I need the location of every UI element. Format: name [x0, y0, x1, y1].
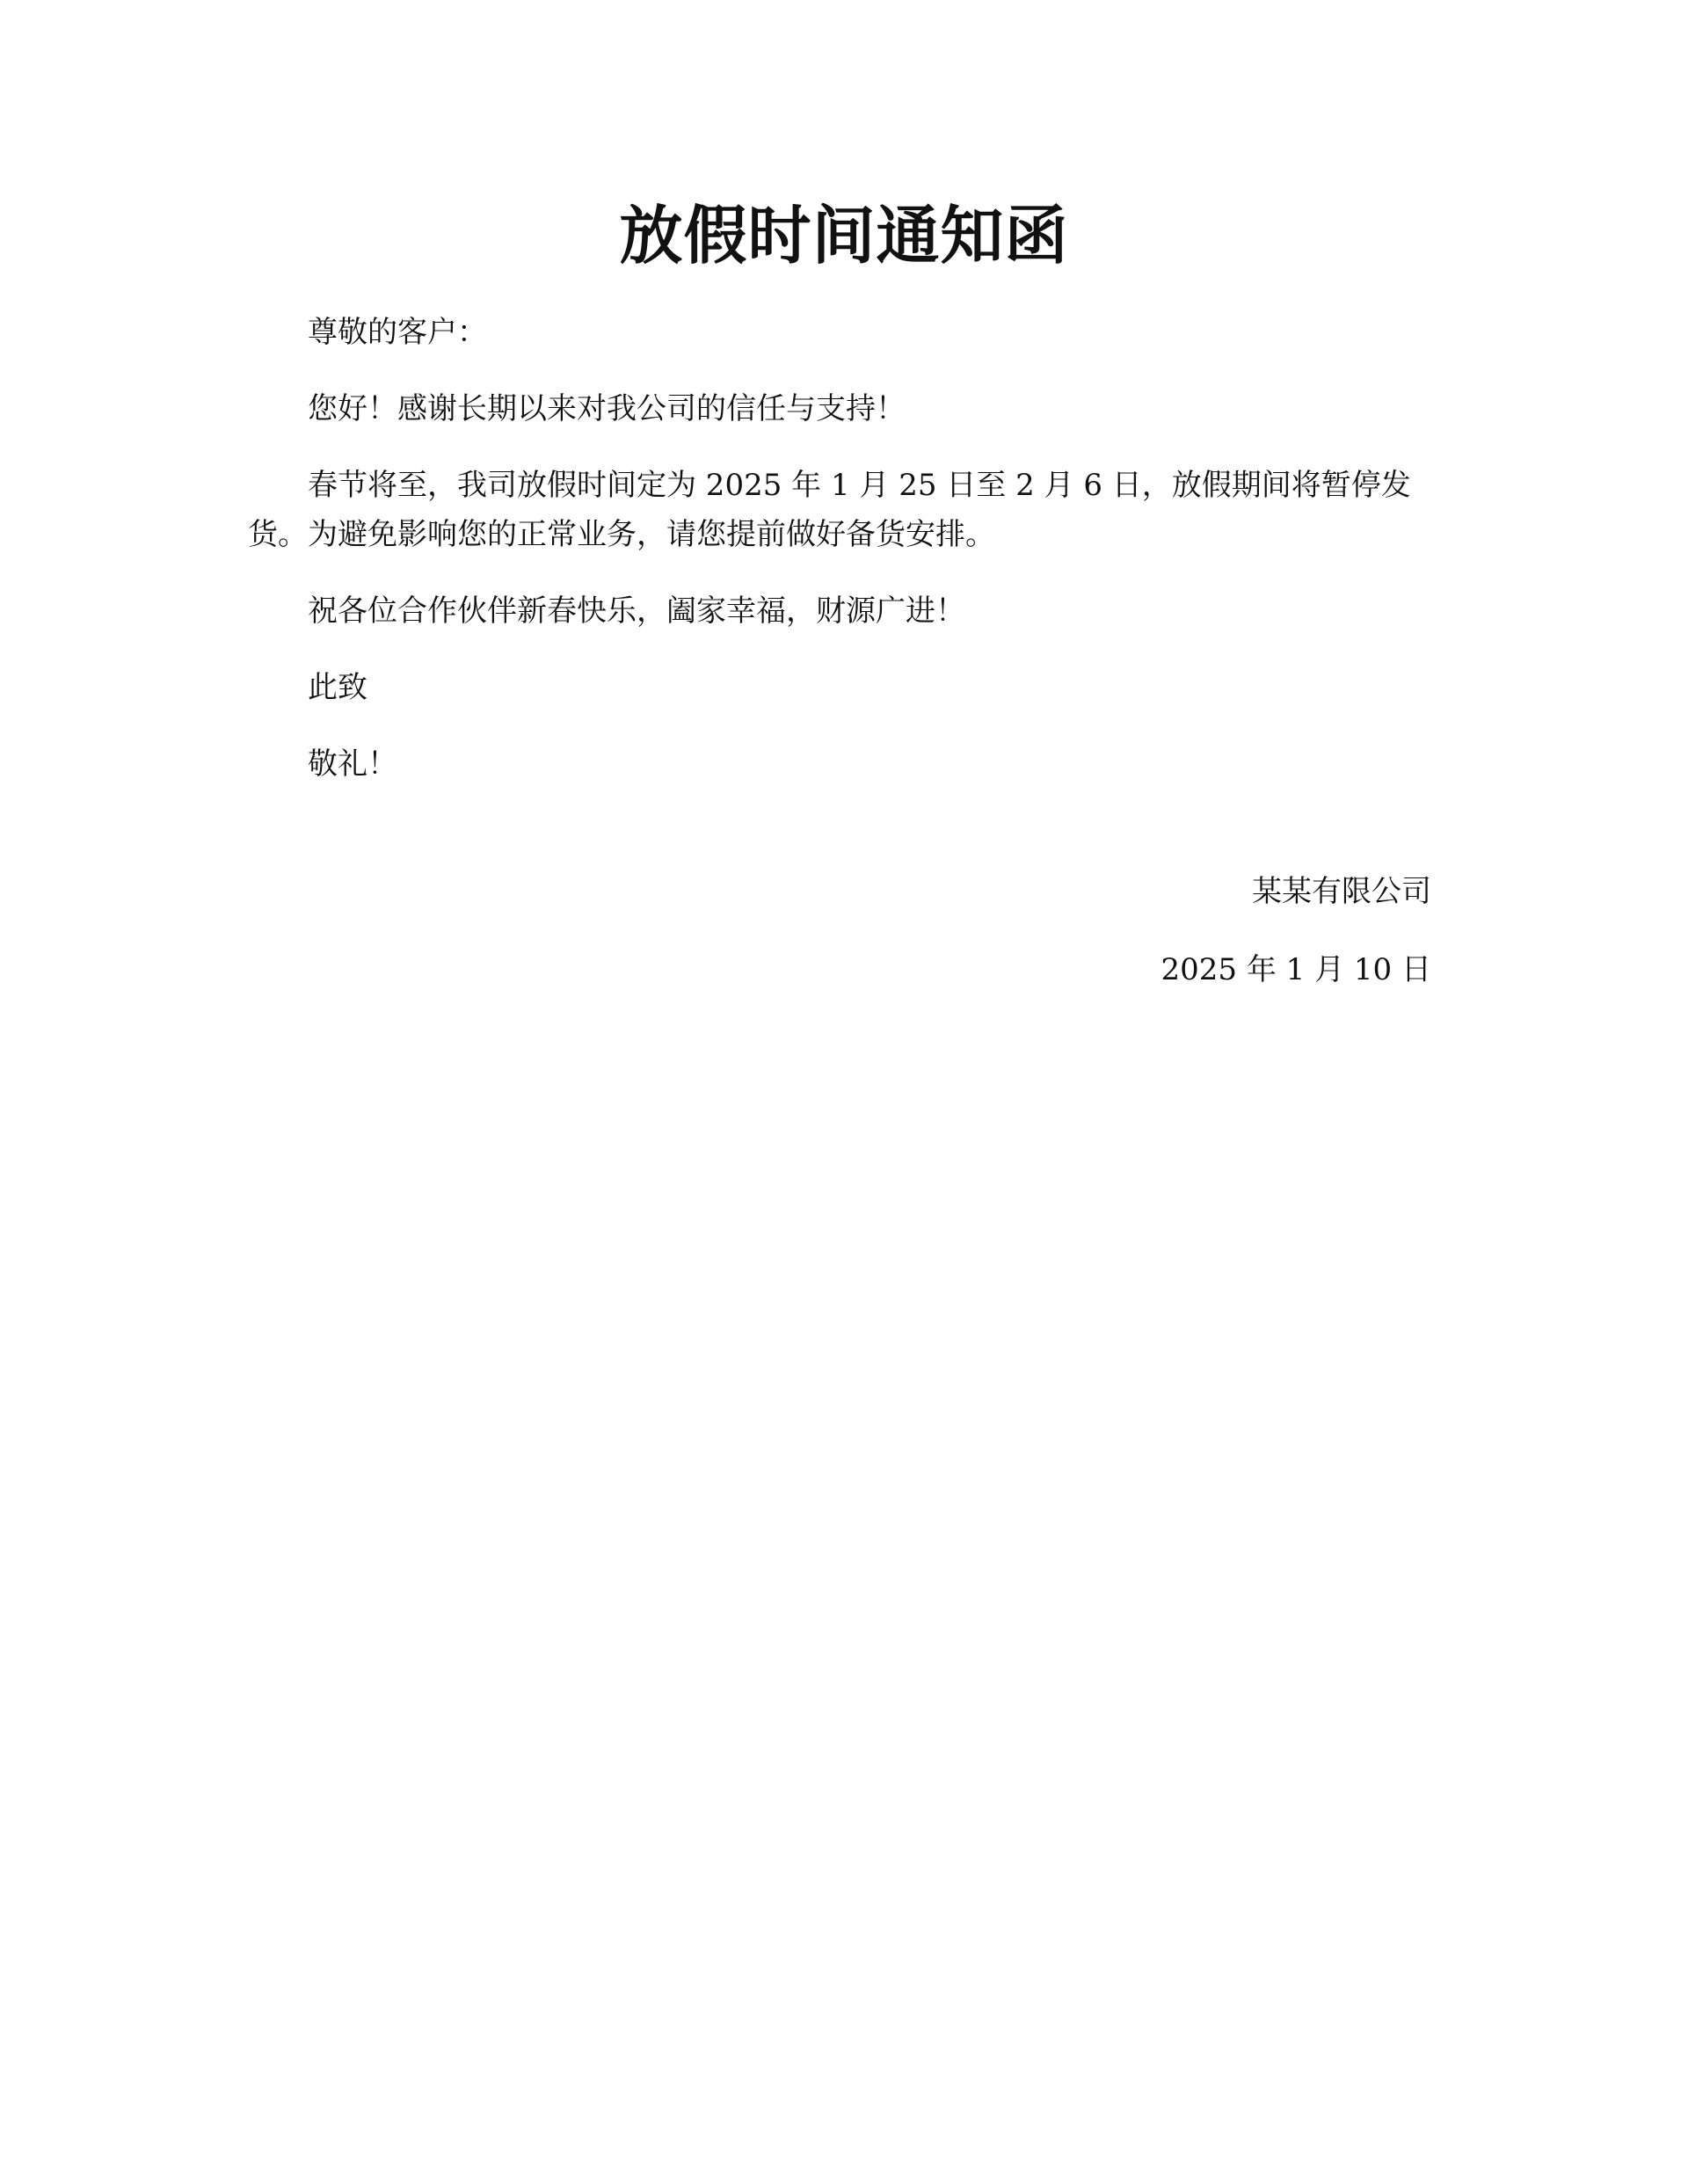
letter-body: [248, 308, 1431, 816]
notice-paragraph: 春节将至，我司放假时间定为 2025 年 1 月 25 日至 2 月 6 日，放假期间将暂停发货。为避免影响您的正常业务，请您提前做好备货安排。: [248, 468, 1411, 552]
document-title: 放假时间通知函: [619, 199, 1069, 273]
closing-line-1: 此致: [308, 670, 367, 705]
salutation: 尊敬的客户：: [308, 315, 487, 350]
signature-company: 某某有限公司: [1252, 874, 1431, 909]
signature-date: 2025 年 1 月 10 日: [1160, 952, 1431, 987]
closing-line-2: 敬礼！: [308, 746, 397, 782]
greeting-paragraph: 您好！感谢长期以来对我公司的信任与支持！: [308, 391, 906, 426]
wishes-paragraph: 祝各位合作伙伴新春快乐，阖家幸福，财源广进！: [308, 593, 965, 629]
